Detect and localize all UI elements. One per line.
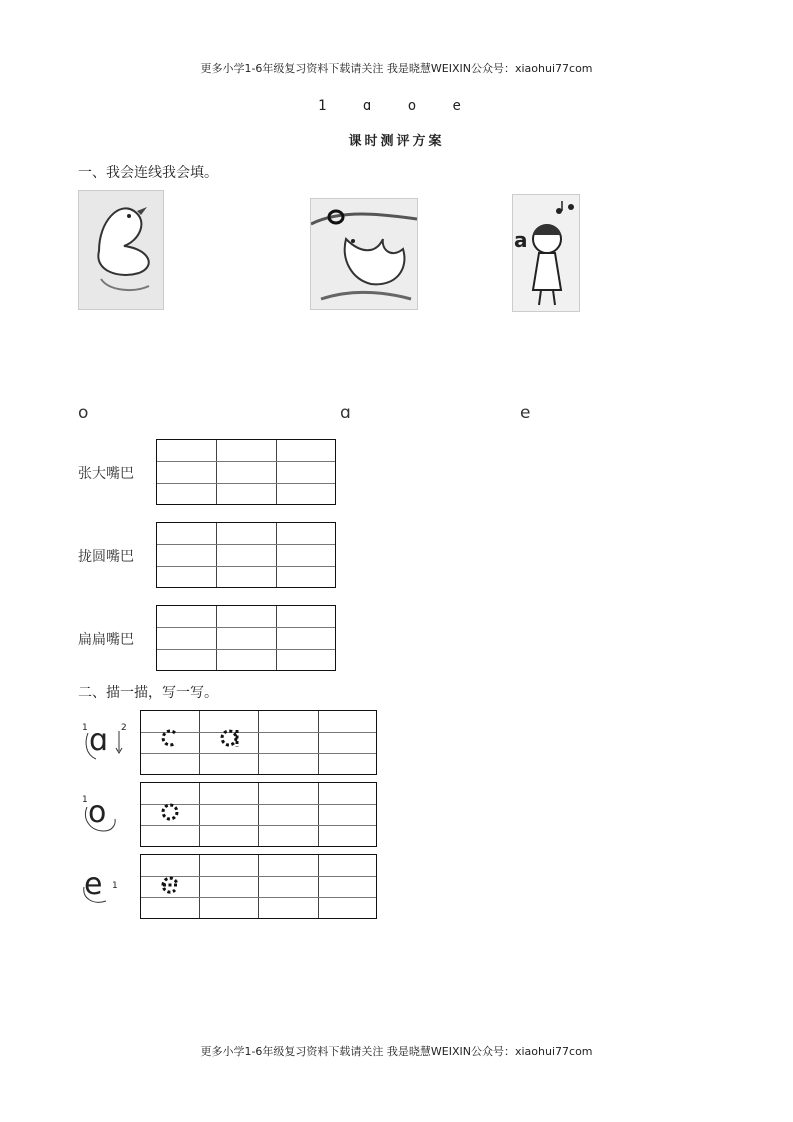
girl-icon xyxy=(513,195,579,311)
lesson-subtitle: 课时测评方案 xyxy=(348,134,445,149)
page-header: 更多小学1-6年级复习资料下载请关注 我是晓慧WEIXIN公众号：xiaohui77com xyxy=(200,62,593,75)
tracing-grid-e[interactable] xyxy=(140,854,377,919)
picture-letter-a: a xyxy=(514,228,528,252)
writing-grid-flat[interactable] xyxy=(156,605,336,671)
letter-o: o xyxy=(78,403,89,423)
writing-grid-wide[interactable] xyxy=(156,439,336,505)
tracing-grid-a[interactable] xyxy=(140,710,377,775)
stroke-model-o: 1 o xyxy=(82,795,132,835)
stroke-arrow-icon xyxy=(82,795,132,835)
page-footer: 更多小学1-6年级复习资料下载请关注 我是晓慧WEIXIN公众号：xiaohui77com xyxy=(200,1045,593,1058)
rooster-picture xyxy=(310,198,418,310)
letter-a: ɑ xyxy=(340,403,351,423)
trace-letter xyxy=(158,727,180,754)
stroke-model-a: 1 2 ɑ xyxy=(82,723,132,763)
trace-letter xyxy=(159,874,181,901)
stroke-model-e: 1 e xyxy=(82,867,132,907)
trace-letter xyxy=(159,801,181,828)
goose-icon xyxy=(79,191,163,309)
trace-letter xyxy=(219,727,243,754)
mouth-label-round: 拢圆嘴巴 xyxy=(78,549,134,565)
section2-heading: 二、描一描，写一写。 xyxy=(78,685,218,701)
mouth-label-flat: 扁扁嘴巴 xyxy=(78,632,134,648)
stroke-arrow-icon xyxy=(82,723,132,763)
goose-picture xyxy=(78,190,164,310)
lesson-title: 1 ɑ o e xyxy=(317,98,475,114)
singing-girl-picture xyxy=(512,194,580,312)
mouth-label-wide: 张大嘴巴 xyxy=(78,466,134,482)
rooster-icon xyxy=(311,199,417,309)
writing-grid-round[interactable] xyxy=(156,522,336,588)
section1-heading: 一、我会连线我会填。 xyxy=(78,165,218,181)
letter-e: e xyxy=(520,403,531,423)
tracing-grid-o[interactable] xyxy=(140,782,377,847)
stroke-arrow-icon xyxy=(82,867,132,907)
